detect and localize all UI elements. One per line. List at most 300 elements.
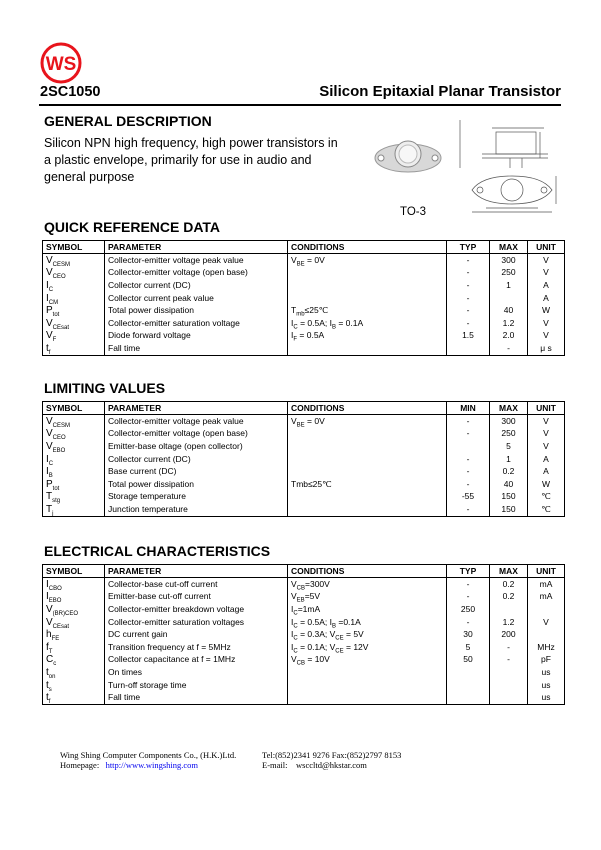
conditions-cell: [288, 616, 447, 629]
symbol-subscript: on: [48, 673, 56, 680]
symbol-letter: I: [46, 292, 49, 304]
max-cell: 40: [490, 478, 528, 491]
parameter-cell: Emitter-base oltage (open collector): [105, 440, 288, 453]
symbol-letter: V: [46, 616, 53, 628]
unit-cell: A: [528, 453, 565, 466]
conditions-cell: [288, 503, 447, 516]
symbol-cell: [43, 628, 105, 641]
symbol-subscript: CEO: [52, 274, 66, 281]
conditions-cell: [288, 641, 447, 654]
unit-cell: V: [528, 428, 565, 441]
condition-subscript: CB: [296, 661, 306, 668]
unit-cell: V: [528, 317, 565, 330]
condition-text: V: [291, 415, 297, 426]
column-header: CONDITIONS: [288, 565, 447, 578]
typ-cell: 1.5: [447, 330, 490, 343]
max-cell: 0.2: [490, 578, 528, 591]
unit-cell: V: [528, 267, 565, 280]
condition-text: V: [291, 591, 297, 602]
symbol-letter: t: [46, 679, 49, 691]
unit-cell: us: [528, 691, 565, 704]
conditions-cell: [288, 654, 447, 667]
column-header: CONDITIONS: [288, 402, 447, 415]
conditions-cell: [288, 292, 447, 305]
max-cell: -: [490, 641, 528, 654]
condition-subscript: BE: [296, 422, 305, 429]
symbol-cell: [43, 478, 105, 491]
product-title: Silicon Epitaxial Planar Transistor: [319, 83, 561, 100]
unit-cell: V: [528, 330, 565, 343]
symbol-cell: [43, 428, 105, 441]
footer-company-name: Wing Shing Computer Components Co., (H.K.)Ltd.: [60, 750, 237, 760]
table-header-row: [43, 402, 565, 415]
column-header: TYP: [447, 565, 490, 578]
column-header: MAX: [490, 241, 528, 254]
column-header: UNIT: [528, 402, 565, 415]
condition-text: Tmb≤25℃: [291, 478, 332, 489]
condition-subscript: B: [331, 623, 336, 630]
symbol-subscript: F: [52, 337, 57, 344]
symbol-letter: V: [46, 254, 53, 266]
symbol-subscript: EBO: [52, 447, 66, 454]
symbol-subscript: CEsat: [52, 623, 70, 630]
typ-cell: -: [447, 304, 490, 317]
conditions-cell: [288, 342, 447, 355]
quick-reference-heading: QUICK REFERENCE DATA: [44, 219, 221, 235]
typ-cell: 50: [447, 654, 490, 667]
general-description-text: Silicon NPN high frequency, high power transistors in a plastic envelope, primarily for use in audio and general purpose: [44, 136, 338, 184]
symbol-subscript: f: [48, 699, 51, 706]
unit-cell: MHz: [528, 641, 565, 654]
column-header: SYMBOL: [43, 565, 105, 578]
typ-cell: -: [447, 254, 490, 267]
condition-subscript: C: [293, 324, 298, 331]
electrical-characteristics-table: [42, 564, 565, 705]
table-row: [43, 491, 565, 504]
max-cell: [490, 666, 528, 679]
condition-text: = 10V: [305, 654, 330, 665]
conditions-cell: [288, 628, 447, 641]
typ-cell: -: [447, 591, 490, 604]
symbol-letter: t: [46, 666, 49, 678]
symbol-subscript: T: [48, 648, 53, 655]
package-label: TO-3: [400, 206, 426, 218]
unit-cell: V: [528, 254, 565, 267]
footer-homepage-label: Homepage:: [60, 760, 100, 770]
table-row: [43, 415, 565, 428]
column-header: TYP: [447, 241, 490, 254]
conditions-cell: [288, 428, 447, 441]
parameter-cell: Turn-off storage time: [105, 679, 288, 692]
condition-text: I: [291, 616, 294, 627]
limiting-values-heading: LIMITING VALUES: [44, 380, 166, 396]
table-header-row: [43, 241, 565, 254]
symbol-subscript: f: [48, 349, 51, 356]
condition-subscript: CE: [335, 635, 344, 642]
min-cell: -55: [447, 491, 490, 504]
max-cell: -: [490, 654, 528, 667]
symbol-letter: V: [46, 317, 53, 329]
table-row: [43, 603, 565, 616]
condition-text: ≤25℃: [304, 305, 329, 316]
symbol-letter: C: [46, 654, 54, 666]
condition-text: V: [291, 578, 297, 589]
symbol-letter: I: [46, 453, 49, 465]
to3-package-image: [372, 132, 444, 184]
parameter-cell: Collector-emitter voltage peak value: [105, 254, 288, 267]
condition-subscript: F: [293, 337, 298, 344]
max-cell: 250: [490, 428, 528, 441]
condition-subscript: BE: [296, 261, 305, 268]
unit-cell: pF: [528, 654, 565, 667]
symbol-subscript: tot: [52, 312, 60, 319]
table-row: [43, 628, 565, 641]
symbol-letter: h: [46, 629, 52, 641]
symbol-cell: [43, 267, 105, 280]
parameter-cell: Collector current (DC): [105, 279, 288, 292]
condition-text: = 0V: [304, 254, 325, 265]
symbol-subscript: (BR)CEO: [52, 610, 79, 617]
unit-cell: [528, 628, 565, 641]
max-cell: 40: [490, 304, 528, 317]
unit-cell: W: [528, 478, 565, 491]
symbol-subscript: CESM: [52, 422, 71, 429]
condition-text: I: [291, 330, 294, 341]
parameter-cell: Diode forward voltage: [105, 330, 288, 343]
conditions-cell: [288, 691, 447, 704]
table-row: [43, 254, 565, 267]
typ-cell: -: [447, 292, 490, 305]
symbol-letter: t: [46, 692, 49, 704]
condition-subscript: CB: [296, 585, 306, 592]
electrical-characteristics-heading: ELECTRICAL CHARACTERISTICS: [44, 543, 271, 559]
min-cell: -: [447, 465, 490, 478]
typ-cell: [447, 679, 490, 692]
symbol-letter: T: [46, 503, 53, 515]
svg-text:WS: WS: [45, 54, 77, 75]
symbol-cell: [43, 453, 105, 466]
parameter-cell: Total power dissipation: [105, 478, 288, 491]
column-header: CONDITIONS: [288, 241, 447, 254]
condition-text: V: [291, 654, 297, 665]
min-cell: -: [447, 453, 490, 466]
condition-subscript: B: [331, 324, 336, 331]
symbol-cell: [43, 591, 105, 604]
condition-text: = 0.3A; V: [297, 629, 336, 640]
max-cell: [490, 292, 528, 305]
typ-cell: [447, 666, 490, 679]
table-row: [43, 666, 565, 679]
parameter-cell: On times: [105, 666, 288, 679]
min-cell: [447, 440, 490, 453]
symbol-cell: [43, 691, 105, 704]
homepage-link[interactable]: http://www.wingshing.com: [105, 760, 199, 770]
max-cell: 1.2: [490, 616, 528, 629]
typ-cell: -: [447, 616, 490, 629]
conditions-cell: [288, 415, 447, 428]
table-row: [43, 279, 565, 292]
parameter-cell: Emitter-base cut-off current: [105, 591, 288, 604]
unit-cell: V: [528, 440, 565, 453]
symbol-subscript: stg: [52, 498, 61, 505]
table-row: [43, 616, 565, 629]
conditions-cell: [288, 666, 447, 679]
conditions-cell: [288, 330, 447, 343]
symbol-cell: [43, 491, 105, 504]
table-row: [43, 578, 565, 591]
condition-text: = 12V: [343, 641, 369, 652]
table-row: [43, 453, 565, 466]
table-row: [43, 478, 565, 491]
table-row: [43, 330, 565, 343]
symbol-cell: [43, 342, 105, 355]
table-row: [43, 679, 565, 692]
footer-homepage: [60, 760, 236, 770]
symbol-cell: [43, 465, 105, 478]
table-row: [43, 317, 565, 330]
symbol-cell: [43, 503, 105, 516]
typ-cell: -: [447, 267, 490, 280]
condition-text: =0.1A: [336, 616, 361, 627]
conditions-cell: [288, 440, 447, 453]
table-row: [43, 691, 565, 704]
header-rule: [39, 104, 561, 106]
footer-email: [262, 760, 401, 770]
max-cell: 0.2: [490, 591, 528, 604]
unit-cell: ℃: [528, 503, 565, 516]
typ-cell: 250: [447, 603, 490, 616]
column-header: MIN: [447, 402, 490, 415]
conditions-cell: [288, 317, 447, 330]
general-description-heading: GENERAL DESCRIPTION: [44, 113, 212, 129]
conditions-cell: [288, 465, 447, 478]
symbol-letter: T: [46, 491, 53, 503]
part-number: 2SC1050: [40, 84, 101, 100]
symbol-subscript: C: [48, 460, 54, 467]
parameter-cell: Collector-emitter saturation voltages: [105, 616, 288, 629]
table-row: [43, 503, 565, 516]
max-cell: [490, 691, 528, 704]
symbol-letter: V: [46, 415, 53, 427]
limiting-values-table: [42, 401, 565, 517]
typ-cell: 5: [447, 641, 490, 654]
conditions-cell: [288, 679, 447, 692]
footer-email-label: E-mail:: [262, 760, 288, 770]
condition-text: I: [291, 317, 294, 328]
condition-subscript: C: [293, 635, 298, 642]
unit-cell: A: [528, 465, 565, 478]
unit-cell: μ s: [528, 342, 565, 355]
parameter-cell: Transition frequency at f = 5MHz: [105, 641, 288, 654]
table-row: [43, 342, 565, 355]
unit-cell: A: [528, 279, 565, 292]
condition-subscript: C: [293, 623, 298, 630]
min-cell: -: [447, 428, 490, 441]
unit-cell: mA: [528, 578, 565, 591]
symbol-cell: [43, 440, 105, 453]
typ-cell: -: [447, 317, 490, 330]
max-cell: 0.2: [490, 465, 528, 478]
parameter-cell: Collector-emitter voltage peak value: [105, 415, 288, 428]
parameter-cell: DC current gain: [105, 628, 288, 641]
condition-text: = 0.5A; I: [297, 616, 332, 627]
condition-text: = 0.5A; I: [297, 317, 332, 328]
condition-text: I: [291, 629, 294, 640]
symbol-letter: P: [46, 478, 53, 490]
symbol-subscript: CESM: [52, 261, 71, 268]
typ-cell: [447, 691, 490, 704]
min-cell: -: [447, 478, 490, 491]
parameter-cell: Collector-emitter voltage (open base): [105, 267, 288, 280]
condition-text: = 0V: [304, 415, 325, 426]
parameter-cell: Storage temperature: [105, 491, 288, 504]
condition-text: V: [291, 254, 297, 265]
table-row: [43, 591, 565, 604]
conditions-cell: [288, 279, 447, 292]
symbol-letter: t: [46, 342, 49, 354]
min-cell: -: [447, 415, 490, 428]
conditions-cell: [288, 254, 447, 267]
column-header: SYMBOL: [43, 402, 105, 415]
condition-text: = 5V: [343, 629, 364, 640]
condition-text: = 0.5A: [297, 330, 325, 341]
symbol-subscript: C: [48, 286, 54, 293]
unit-cell: us: [528, 679, 565, 692]
table-row: [43, 304, 565, 317]
parameter-cell: Collector current peak value: [105, 292, 288, 305]
symbol-cell: [43, 254, 105, 267]
email-address[interactable]: wsccltd@hkstar.com: [296, 760, 367, 770]
conditions-cell: [288, 267, 447, 280]
symbol-letter: V: [46, 267, 53, 279]
condition-text: T: [291, 305, 297, 316]
min-cell: -: [447, 503, 490, 516]
table-row: [43, 465, 565, 478]
parameter-cell: Collector capacitance at f = 1MHz: [105, 654, 288, 667]
max-cell: 1.2: [490, 317, 528, 330]
symbol-cell: [43, 330, 105, 343]
symbol-cell: [43, 317, 105, 330]
quick-reference-table: [42, 240, 565, 356]
symbol-cell: [43, 279, 105, 292]
max-cell: 1: [490, 453, 528, 466]
symbol-letter: V: [46, 603, 53, 615]
unit-cell: V: [528, 616, 565, 629]
table-header-row: [43, 565, 565, 578]
max-cell: 150: [490, 491, 528, 504]
typ-cell: -: [447, 279, 490, 292]
conditions-cell: [288, 591, 447, 604]
condition-text: = 0.1A; V: [297, 641, 336, 652]
typ-cell: [447, 342, 490, 355]
unit-cell: mA: [528, 591, 565, 604]
conditions-cell: [288, 478, 447, 491]
column-header: SYMBOL: [43, 241, 105, 254]
max-cell: 300: [490, 254, 528, 267]
symbol-cell: [43, 679, 105, 692]
condition-text: =300V: [305, 578, 330, 589]
condition-subscript: mb: [296, 311, 305, 318]
footer-company-block: [60, 750, 236, 770]
symbol-letter: V: [46, 440, 53, 452]
symbol-letter: V: [46, 330, 53, 342]
parameter-cell: Collector-emitter saturation voltage: [105, 317, 288, 330]
column-header: UNIT: [528, 241, 565, 254]
condition-text: I: [291, 641, 294, 652]
symbol-cell: [43, 603, 105, 616]
symbol-cell: [43, 415, 105, 428]
symbol-cell: [43, 616, 105, 629]
symbol-subscript: EBO: [48, 598, 62, 605]
parameter-cell: Collector current (DC): [105, 453, 288, 466]
condition-subscript: C: [293, 648, 298, 655]
parameter-cell: Fall time: [105, 342, 288, 355]
condition-text: =5V: [304, 591, 321, 602]
symbol-subscript: CEO: [52, 435, 66, 442]
symbol-cell: [43, 304, 105, 317]
symbol-cell: [43, 578, 105, 591]
table-row: [43, 641, 565, 654]
symbol-letter: I: [46, 279, 49, 291]
condition-text: = 0.1A: [336, 317, 364, 328]
condition-text: I: [291, 603, 294, 614]
symbol-cell: [43, 641, 105, 654]
footer-contact-block: [262, 750, 401, 770]
symbol-subscript: CM: [48, 299, 59, 306]
column-header: PARAMETER: [105, 402, 288, 415]
symbol-subscript: tot: [52, 485, 60, 492]
condition-subscript: C: [293, 610, 298, 617]
typ-cell: -: [447, 578, 490, 591]
conditions-cell: [288, 453, 447, 466]
table-row: [43, 654, 565, 667]
max-cell: [490, 679, 528, 692]
max-cell: 200: [490, 628, 528, 641]
table-row: [43, 292, 565, 305]
symbol-cell: [43, 292, 105, 305]
parameter-cell: Collector-emitter breakdown voltage: [105, 603, 288, 616]
parameter-cell: Total power dissipation: [105, 304, 288, 317]
conditions-cell: [288, 491, 447, 504]
unit-cell: us: [528, 666, 565, 679]
symbol-subscript: B: [48, 473, 53, 480]
symbol-subscript: j: [52, 510, 54, 517]
unit-cell: [528, 603, 565, 616]
symbol-subscript: c: [53, 661, 57, 668]
column-header: MAX: [490, 402, 528, 415]
max-cell: 150: [490, 503, 528, 516]
max-cell: [490, 603, 528, 616]
condition-subscript: EB: [296, 598, 305, 605]
symbol-cell: [43, 666, 105, 679]
unit-cell: V: [528, 415, 565, 428]
symbol-letter: I: [46, 578, 49, 590]
conditions-cell: [288, 603, 447, 616]
parameter-cell: Fall time: [105, 691, 288, 704]
unit-cell: W: [528, 304, 565, 317]
symbol-subscript: CBO: [48, 585, 62, 592]
unit-cell: A: [528, 292, 565, 305]
max-cell: 250: [490, 267, 528, 280]
condition-subscript: CE: [335, 648, 344, 655]
symbol-subscript: s: [48, 686, 52, 693]
package-outline-drawing: [452, 120, 564, 224]
conditions-cell: [288, 578, 447, 591]
symbol-letter: I: [46, 466, 49, 478]
column-header: MAX: [490, 565, 528, 578]
condition-text: =1mA: [297, 603, 321, 614]
table-row: [43, 267, 565, 280]
